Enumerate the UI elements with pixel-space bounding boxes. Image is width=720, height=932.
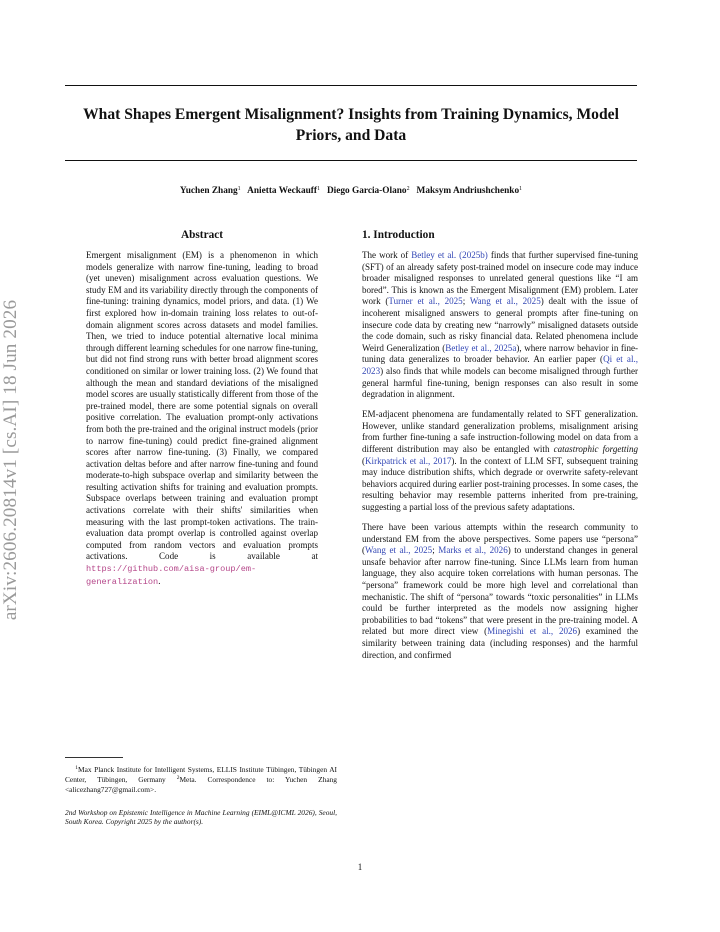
author: Anietta Weckauff$^1$ bbox=[247, 186, 320, 196]
intro-paragraph: The work of Betley et al. (2025b) finds that further supervised fine-tuning (SFT) of an already safety post-trained model on insecure code may induce broader misaligned responses to unrelated general questions like “I am bored”. This is known as the Emergent Misalignment (EM) problem. Later work (Turner et al., 2025; Wang et al., 2025) dealt with the issue of incoherent misaligned answers to general prompts after fine-tuning on insecure code data by creating new “narrowly” misaligned datasets outside the code domain, such as risky financial data. Related phenomena include Weird Generalization (Betley et al., 2025a), where narrow behavior in fine-tuning data generalizes to broader behavior. An earlier paper (Qi et al., 2023) also finds that while models can become misaligned through further general harmful fine-tuning, benign responses can also result in some degradation in alignment. bbox=[362, 250, 638, 400]
author: Diego Garcia-Olano$^2$ bbox=[326, 186, 410, 196]
affiliation-footnote: $^1$Max Planck Institute for Intelligent Systems, ELLIS Institute Tübingen, Tübingen AI Center, Tübingen, Germany $^2$Meta. Correspondence to: Yuchen Zhang <alicezhang727@gmail.com>. bbox=[65, 765, 337, 794]
abstract-heading: Abstract bbox=[180, 229, 224, 241]
abstract-body: Emergent misalignment (EM) is a phenomenon in which models generalize with narrow fine-tuning, leading to broad (yet uneven) misalignment across evaluation questions. We study EM and its variability directly through the components of fine-tuning: training dynamics, model priors, and data. (1) We first explored how in-domain training loss relates to out-of-domain alignment scores across datasets and model families. Then, we tried to induce potential alternative local minima through different learning schedules for one narrow fine-tuning, but did not find strong runs with better broad alignment scores conditioned on similar or lower training loss. (2) We found that although the mean and standard deviations of the misaligned model scores are usually statistically different from those of the pre-trained model, there are some potential signals on overall positive correlation. The evaluation prompt-only activations from both the pre-trained and the original instruct models (prior to narrow fine-tuning) could predict fine-grained alignment scores after narrow fine-tuning. (3) Finally, we compared activation deltas before and after narrow fine-tuning and found moderate-to-high subspace overlap and similarity between the resulting activation shifts for training and evaluation prompts. Subspace overlaps between training and evaluation prompt activations correlate with their shifts' similarities when measuring with the last prompt-token activations. The train-evaluation data prompt overlap is controlled against overlap computed from random vectors and evaluation prompts activations. Code is available at https://github.com/aisa-group/em-generalization. bbox=[86, 250, 318, 587]
citation-link[interactable]: Qi et al., 2023 bbox=[362, 354, 638, 376]
page-number: 1 bbox=[357, 862, 363, 872]
citation-link[interactable]: Wang et al., 2025 bbox=[469, 296, 541, 307]
paper-title: What Shapes Emergent Misalignment? Insights from Training Dynamics, Model Priors, and Data bbox=[83, 106, 619, 144]
author-list bbox=[65, 186, 637, 196]
author: Maksym Andriushchenko$^1$ bbox=[416, 186, 523, 196]
arxiv-stamp-text: arXiv:2606.20814v1 [cs.AI] 18 Jun 2026 bbox=[0, 299, 21, 621]
introduction-heading: 1. Introduction bbox=[362, 229, 435, 241]
intro-paragraph: EM-adjacent phenomena are fundamentally related to SFT generalization. However, unlike standard generalization problems, misalignment arising from further fine-tuning a safe instruction-following model on data from a different distribution may also be entangled with catastrophic forgetting (Kirkpatrick et al., 2017). In the context of LLM SFT, subsequent training may induce distribution shifts, which degrade or overwrite safety-relevant behaviors acquired during earlier post-training processes. In some cases, the resulting behavior may resemble patterns inherited from pre-training, suggesting a partial loss of the previous safety adaptations. bbox=[362, 409, 638, 512]
citation-link[interactable]: Turner et al., 2025 bbox=[388, 296, 463, 307]
citation-link[interactable]: Betley et al. (2025b) bbox=[411, 250, 488, 260]
citation-link[interactable]: Wang et al., 2025 bbox=[365, 545, 433, 556]
footnote-rule bbox=[65, 757, 123, 758]
intro-paragraph: There have been various attempts within the research community to understand EM from the above perspectives. Some papers use “persona” (Wang et al., 2025; Marks et al., 2026) to understand changes in general unsafe behavior after narrow fine-tuning. Since LLMs learn from human language, they also acquire token correlations with human personas. The “persona” framework could be more high level and correlational than mechanistic. The shift of “persona” towards “toxic personalities” in LLMs could be further interpreted as the models now assigning higher probabilities to bad “tokens” that were present in the pre-training model. A related but more direct view (Minegishi et al., 2026) examined the similarity between training data (including responses) and the harmful direction, and confirmed bbox=[362, 522, 638, 660]
title-top-rule bbox=[65, 85, 637, 86]
introduction-body bbox=[362, 250, 638, 670]
citation-link[interactable]: Minegishi et al., 2026 bbox=[487, 626, 578, 637]
venue-note: 2nd Workshop on Epistemic Intelligence in Machine Learning (EIML@ICML 2026), Seoul, South Korea. Copyright 2025 by the author(s). bbox=[65, 808, 337, 827]
citation-link[interactable]: Betley et al., 2025a bbox=[445, 342, 517, 353]
citation-link[interactable]: Marks et al., 2026 bbox=[438, 545, 508, 556]
citation-link[interactable]: Kirkpatrick et al., 2017 bbox=[365, 455, 452, 466]
title-bottom-rule bbox=[65, 160, 637, 161]
code-link[interactable]: https://github.com/aisa-group/em-generalization bbox=[86, 564, 257, 587]
author: Yuchen Zhang$^1$ bbox=[179, 186, 241, 196]
